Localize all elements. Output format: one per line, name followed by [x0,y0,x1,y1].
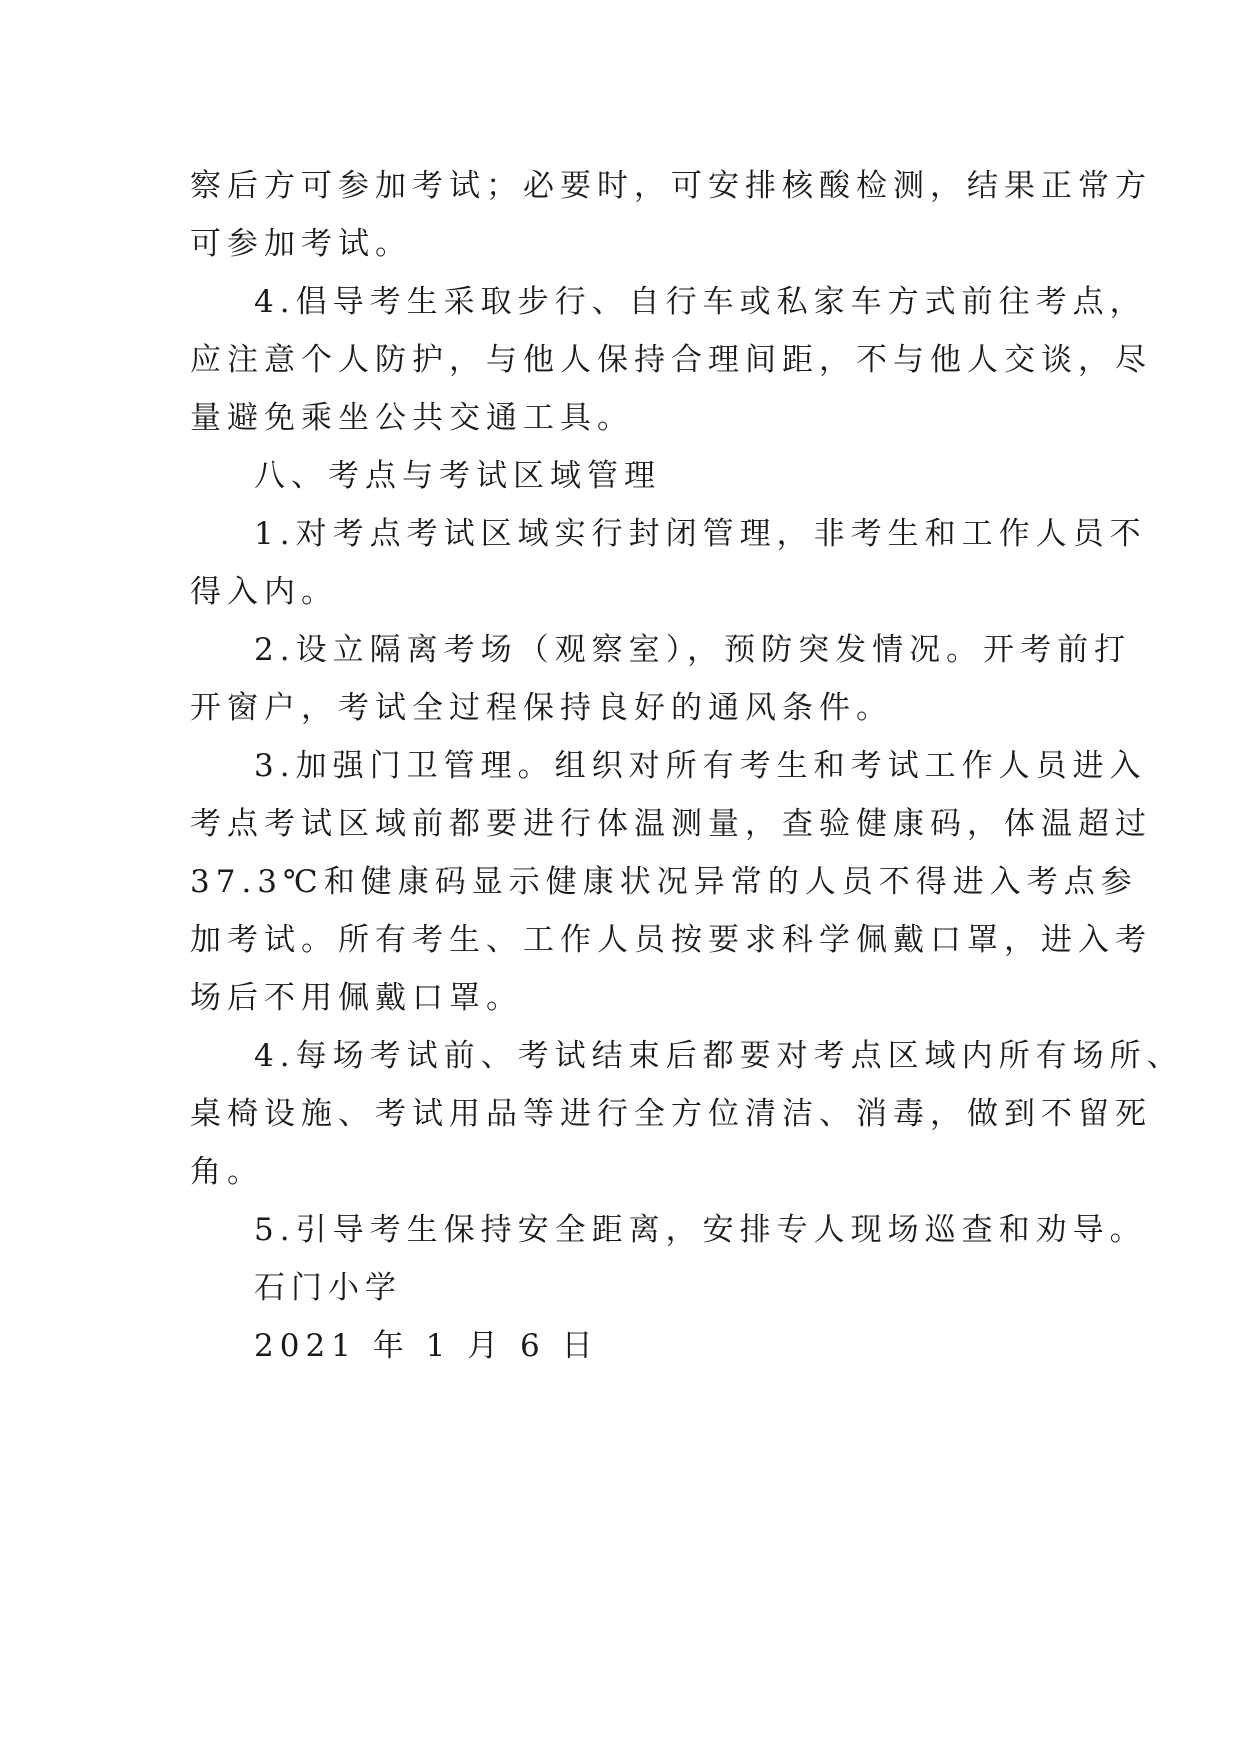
paragraph-line: 场后不用佩戴口罩。 [190,980,523,1016]
document-body [190,157,1184,1375]
paragraph-line: 可参加考试。 [190,226,412,262]
signature-date: 2021 年 1 月 6 日 [254,1328,599,1364]
paragraph-line: 角。 [190,1154,264,1190]
paragraph-line: 2.设立隔离考场（观察室），预防突发情况。开考前打 [254,632,1132,668]
paragraph-line: 4.倡导考生采取步行、自行车或私家车方式前往考点， [254,284,1147,320]
paragraph-line: 量避免乘坐公共交通工具。 [190,400,634,436]
paragraph-line: 察后方可参加考试；必要时，可安排核酸检测，结果正常方 [190,168,1152,204]
paragraph-line: 得入内。 [190,574,338,610]
paragraph-line: 5.引导考生保持安全距离，安排专人现场巡查和劝导。 [254,1212,1147,1248]
section-heading: 八、考点与考试区域管理 [254,458,661,494]
paragraph-line: 应注意个人防护，与他人保持合理间距，不与他人交谈，尽 [190,342,1152,378]
paragraph-line: 考点考试区域前都要进行体温测量，查验健康码，体温超过 [190,806,1152,842]
paragraph-line: 37.3℃和健康码显示健康状况异常的人员不得进入考点参 [190,864,1138,900]
paragraph-line: 加考试。所有考生、工作人员按要求科学佩戴口罩，进入考 [190,922,1152,958]
paragraph-line: 1.对考点考试区域实行封闭管理，非考生和工作人员不 [254,516,1147,552]
paragraph-line: 桌椅设施、考试用品等进行全方位清洁、消毒，做到不留死 [190,1096,1152,1132]
paragraph-line: 开窗户，考试全过程保持良好的通风条件。 [190,690,893,726]
signature-organization: 石门小学 [254,1270,402,1306]
paragraph-line: 4.每场考试前、考试结束后都要对考点区域内所有场所、 [254,1038,1184,1074]
paragraph-line: 3.加强门卫管理。组织对所有考生和考试工作人员进入 [254,748,1147,784]
